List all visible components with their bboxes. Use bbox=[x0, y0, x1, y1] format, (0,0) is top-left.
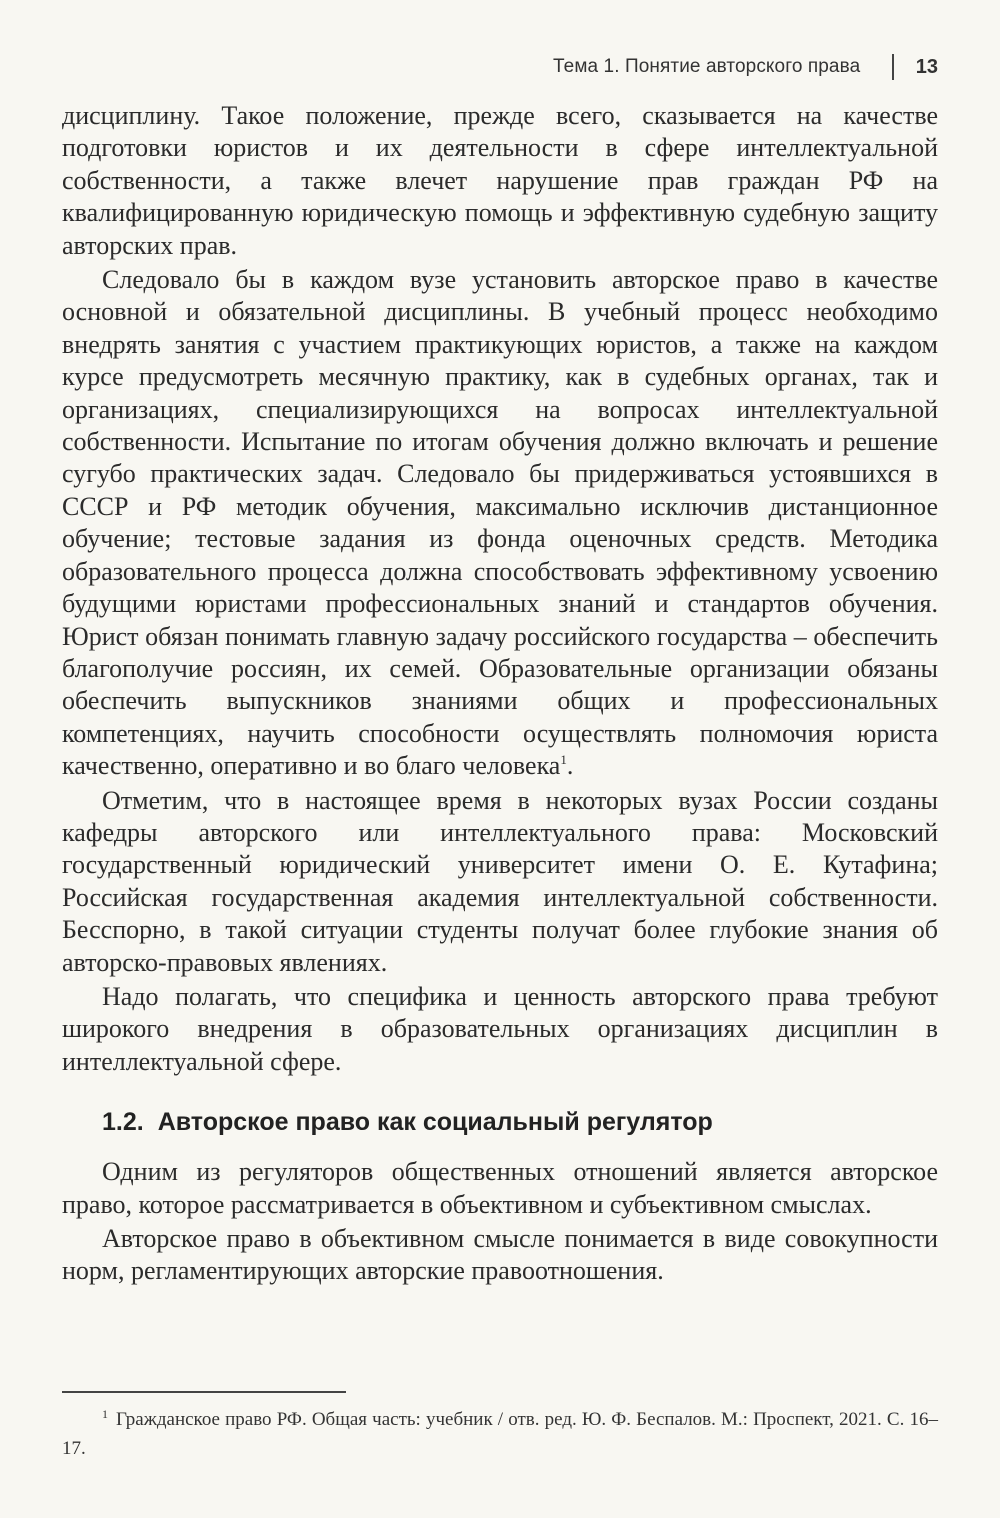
footnote-divider bbox=[62, 1391, 346, 1393]
paragraph-text: Следовало бы в каждом вузе установить авторское право в качестве основной и обязательной дисциплины. В учебный процесс необходимо внедрять занятия с участием практикующих юристов, а также на каждом курсе предусмотреть месячную практику, как в судебных органах, так и организациях, специализирующихся на вопросах интеллектуальной собственности. Испытание по итогам обучения должно включать и решение сугубо практических задач. Следовало бы придерживаться устоявшихся в СССР и РФ методик обучения, максимально исключив дистанционное обучение; тестовые задания из фонда оценочных средств. Методика образовательного процесса должна способствовать эффективному усвоению будущими юристами профессиональных знаний и стандартов обучения. Юрист обязан понимать главную задачу российского государства – обеспечить благополучие россиян, их семей. Образовательные организации обязаны обеспечить выпускников знаниями общих и профессиональных компетенциях, научить способности осуществлять полномочия юриста качественно, оперативно и во благо человека bbox=[62, 265, 938, 781]
running-header bbox=[553, 54, 938, 80]
paragraph bbox=[62, 264, 938, 783]
footnote-reference[interactable]: 1 bbox=[560, 752, 567, 768]
footnote bbox=[62, 1405, 938, 1463]
main-text bbox=[62, 100, 938, 1288]
page-number: 13 bbox=[915, 55, 938, 78]
paragraph-continuation: дисциплину. Такое положение, прежде всего, сказывается на качестве подготовки юристов и их деятельности в сфере интеллектуальной собственности, а также влечет нарушение прав граждан РФ на квалифицированную юридическую помощь и эффективную судебную защиту авторских прав. bbox=[62, 101, 938, 260]
paragraph-end-punctuation: . bbox=[566, 751, 574, 781]
paragraph: Одним из регуляторов общественных отношений является авторское право, которое рассматривается в объективном и субъективном смыслах. bbox=[62, 1157, 938, 1219]
section-title: Авторское право как социальный регулятор bbox=[157, 1108, 713, 1137]
paragraph: Отметим, что в настоящее время в некоторых вузах России созданы кафедры авторского или интеллектуального права: Московский государственный юридический университет имени О. Е. Кутафина; Российская государственная академия интеллектуальной собственности. Бесспорно, в такой ситуации студенты получат более глубокие знания об авторско-правовых явлениях. bbox=[62, 785, 938, 977]
chapter-title: Тема 1. Понятие авторского права bbox=[553, 56, 861, 77]
footnote-text: Гражданское право РФ. Общая часть: учебник / отв. ред. Ю. Ф. Беспалов. М.: Проспект, 2021. С. 16–17. bbox=[62, 1409, 938, 1459]
section-heading bbox=[102, 1106, 938, 1138]
header-separator bbox=[892, 54, 894, 80]
footnote-marker: 1 bbox=[102, 1407, 108, 1421]
paragraph: Надо полагать, что специфика и ценность авторского права требуют широкого внедрения в образовательных организациях дисциплин в интеллектуальной сфере. bbox=[62, 981, 938, 1076]
paragraph: Авторское право в объективном смысле понимается в виде совокупности норм, регламентирующих авторские правоотношения. bbox=[62, 1224, 938, 1286]
section-number: 1.2. bbox=[102, 1108, 144, 1137]
